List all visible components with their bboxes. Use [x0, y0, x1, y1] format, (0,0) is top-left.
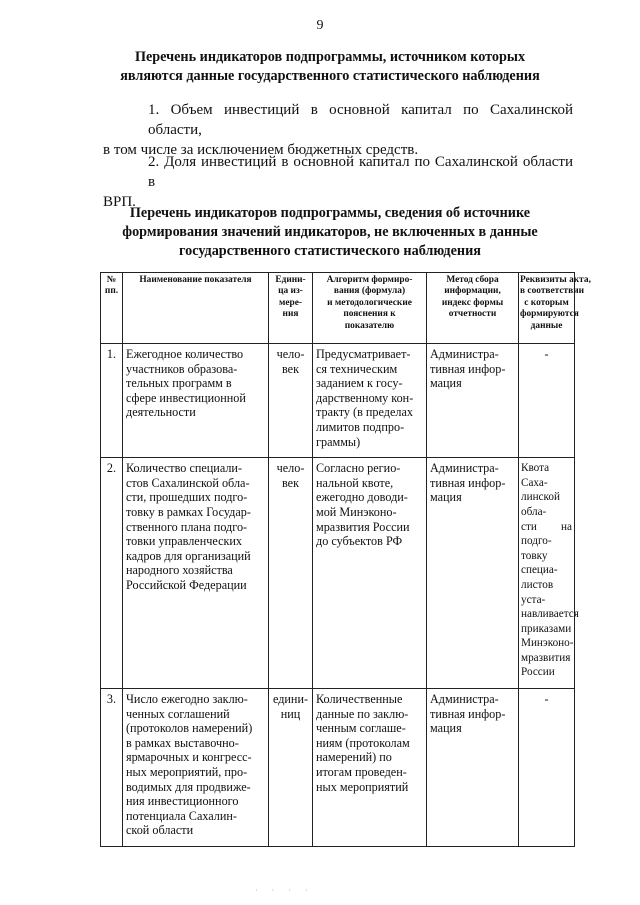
- cell-requisites: Квота Саха- линской обла- сти на подго- товку специа- листов уста- навливается приказами Минэконо- мразвития России: [519, 458, 575, 689]
- paragraph-line: в том числе за исключением бюджетных средств.: [103, 142, 419, 158]
- heading-line: являются данные государственного статистического наблюдения: [120, 68, 540, 84]
- paragraph-line: ВРП.: [103, 194, 136, 210]
- page-number: 9: [316, 18, 324, 33]
- cell-algorithm: Количественные данные по заклю- ченным соглаше- ниям (протоколам намерений) по итогам проведен- ных мероприятий: [313, 689, 427, 847]
- cell-unit: едини- ниц: [269, 689, 313, 847]
- cell-method: Администра- тивная инфор- мация: [427, 344, 519, 458]
- cell-method: Администра- тивная инфор- мация: [427, 458, 519, 689]
- header-method: Метод сбора информации, индекс формы отчетности: [427, 273, 519, 344]
- heading-line: Перечень индикаторов подпрограммы, сведения об источнике: [129, 205, 531, 221]
- table-header-row: [101, 273, 575, 344]
- cell-name: Количество специали- стов Сахалинской обла- сти, прошедших подго- товку в рамках Государ- ственного плана подго- товки управленческих кадров для организаций народного хозяйства Российской Федерации: [123, 458, 269, 689]
- heading-line: формирования значений индикаторов, не включенных в данные: [122, 224, 538, 240]
- section-heading-statistical: [90, 48, 570, 86]
- header-requisites: Реквизиты акта, в соответствии с которым формируются данные: [519, 273, 575, 344]
- table-row: [101, 344, 575, 458]
- cell-requisites: -: [519, 344, 575, 458]
- table-row: [101, 458, 575, 689]
- cell-requisites: -: [519, 689, 575, 847]
- table-row: [101, 689, 575, 847]
- header-name: Наименование показателя: [123, 273, 269, 344]
- paragraph-line: 1. Объем инвестиций в основной капитал по Сахалинской области,: [148, 102, 573, 138]
- cell-unit: чело- век: [269, 344, 313, 458]
- heading-line: Перечень индикаторов подпрограммы, источником которых: [134, 49, 526, 65]
- header-num: № пп.: [101, 273, 123, 344]
- cell-method: Администра- тивная инфор- мация: [427, 689, 519, 847]
- paragraph-line: 2. Доля инвестиций в основной капитал по Сахалинской области в: [148, 154, 573, 190]
- scan-specks: · · · ·: [255, 886, 314, 895]
- cell-name: Число ежегодно заклю- ченных соглашений (протоколов намерений) в рамках выставочно- ярмарочных и конгресс- ных мероприятий, про- водимых для продвиже- ния инвестиционного потенциала Сахалин- ской области: [123, 689, 269, 847]
- cell-name: Ежегодное количество участников образова- тельных программ в сфере инвестиционной деятельности: [123, 344, 269, 458]
- cell-unit: чело- век: [269, 458, 313, 689]
- cell-algorithm: Согласно регио- нальной квоте, ежегодно доводи- мой Минэконо- мразвития России до субъектов РФ: [313, 458, 427, 689]
- header-unit: Едини- ца из- мере- ния: [269, 273, 313, 344]
- header-algorithm: Алгоритм формиро- вания (формула) и методологические пояснения к показателю: [313, 273, 427, 344]
- cell-num: 2.: [101, 458, 123, 689]
- section-heading-non-statistical: [90, 204, 570, 261]
- cell-num: 3.: [101, 689, 123, 847]
- cell-num: 1.: [101, 344, 123, 458]
- indicator-paragraph-2: [103, 152, 573, 212]
- heading-line: государственного статистического наблюдения: [179, 243, 481, 259]
- indicator-paragraph-1: [103, 100, 573, 160]
- indicators-table: [100, 272, 591, 847]
- cell-algorithm: Предусматривает- ся техническим заданием к госу- дарственному кон- тракту (в пределах лимитов подпро- граммы): [313, 344, 427, 458]
